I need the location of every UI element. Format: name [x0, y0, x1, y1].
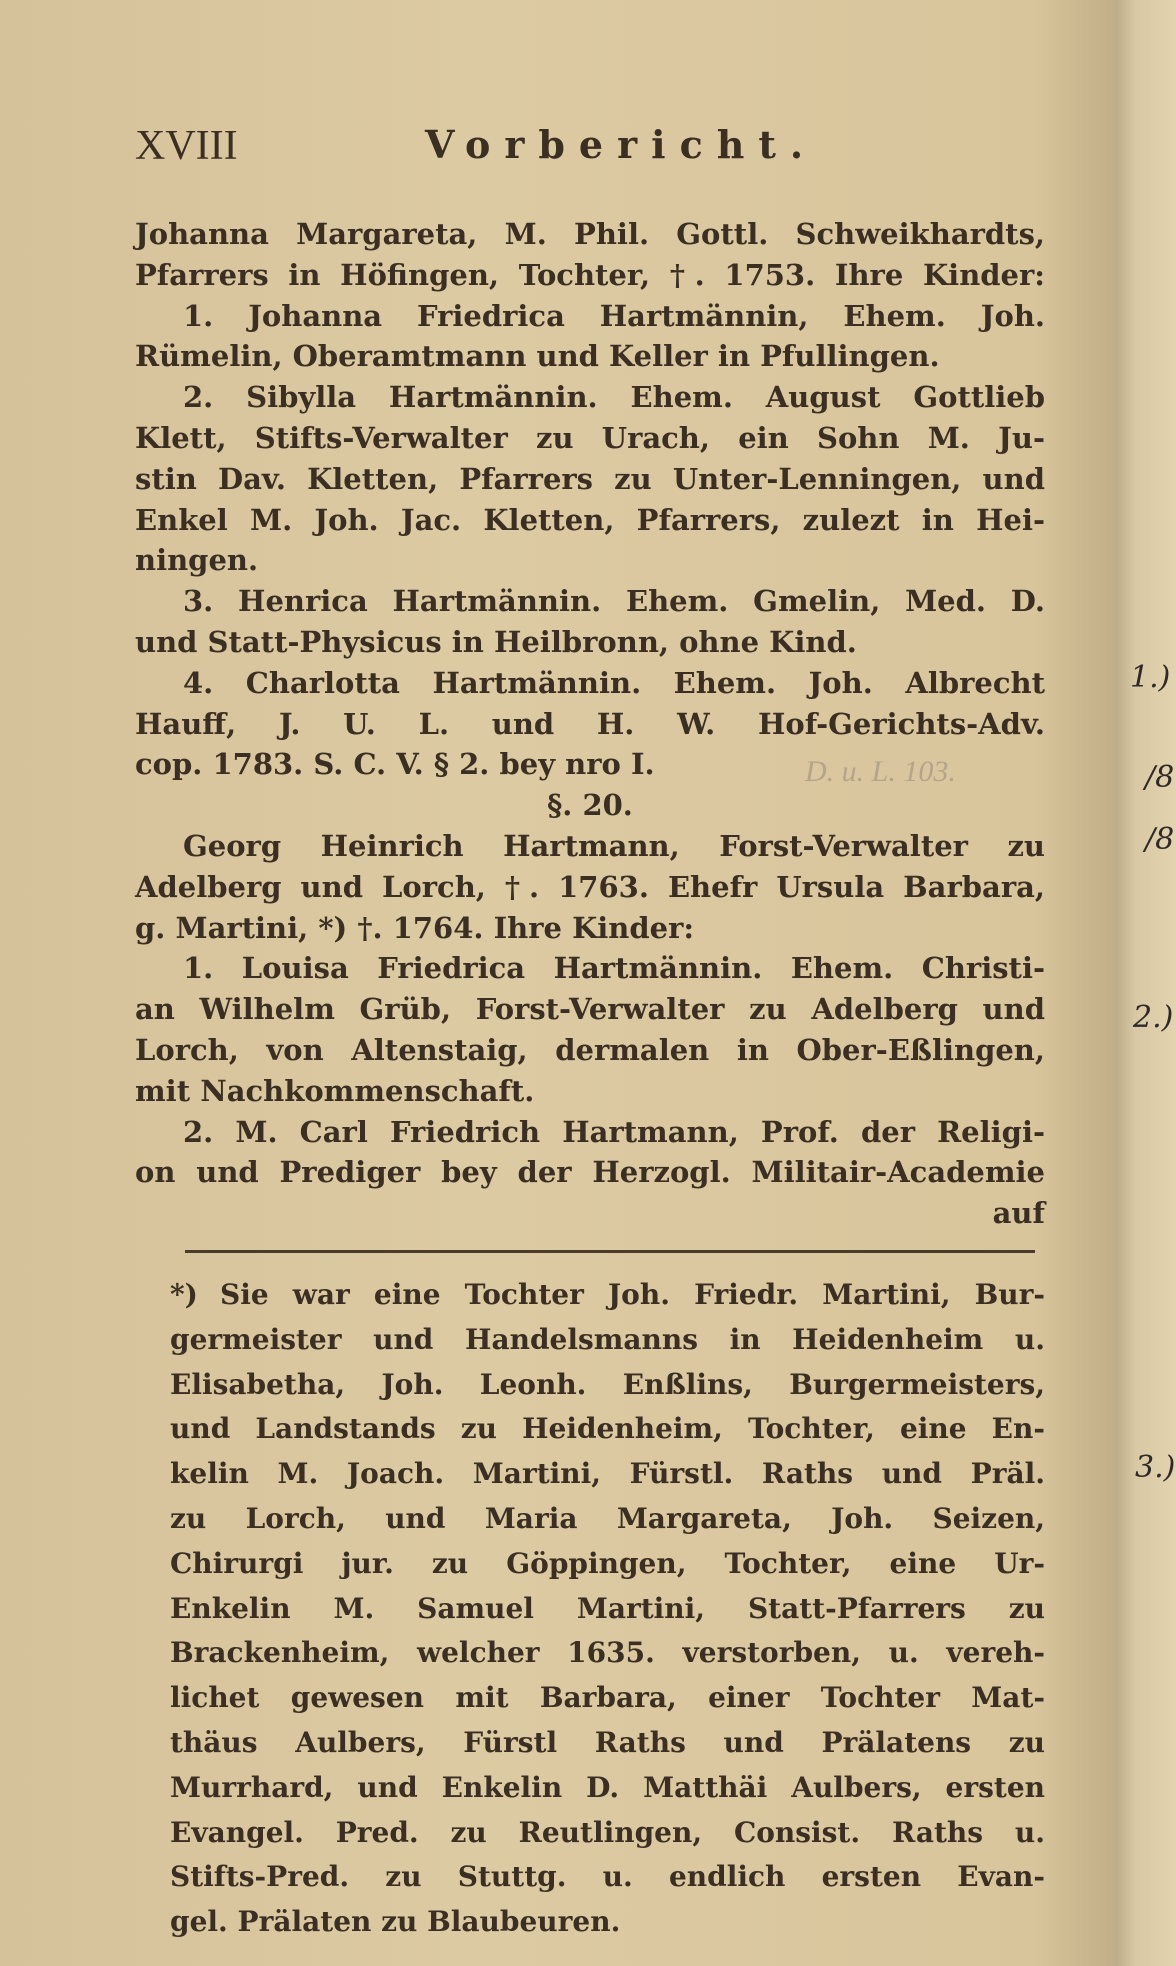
text-line: Pfarrers in Höfingen, Tochter, †. 1753. Ihre Kinder:	[135, 257, 1045, 292]
page-number: XVIII	[135, 123, 238, 169]
footnote	[170, 1273, 1045, 1945]
text-line: cop. 1783. S. C. V. § 2. bey nro I.	[135, 747, 655, 782]
text-line: an Wilhelm Grüb, Forst-Verwalter zu Adelberg und	[135, 992, 1045, 1027]
text-line: 2. Sibylla Hartmännin. Ehem. August Gottlieb	[183, 380, 1045, 415]
footnote-line: Stifts-Pred. zu Stuttg. u. endlich ersten Evan-	[170, 1860, 1045, 1894]
text-line: mit Nachkommenschaft.	[135, 1073, 535, 1108]
text-line: Klett, Stifts-Verwalter zu Urach, ein Sohn M. Ju-	[135, 420, 1045, 455]
footnote-line: kelin M. Joach. Martini, Fürstl. Raths und Präl.	[170, 1457, 1045, 1491]
text-line: on und Prediger bey der Herzogl. Militair-Academie	[135, 1155, 1045, 1190]
text-line: g. Martini, *) †. 1764. Ihre Kinder:	[135, 910, 695, 945]
footnote-line: Brackenheim, welcher 1635. verstorben, u. vereh-	[170, 1636, 1045, 1670]
text-line: Rümelin, Oberamtmann und Keller in Pfullingen.	[135, 339, 940, 374]
text-line: 3. Henrica Hartmännin. Ehem. Gmelin, Med. D.	[183, 584, 1045, 619]
text-line: und Statt-Physicus in Heilbronn, ohne Kind.	[135, 624, 857, 659]
footnote-line: Sie war eine Tochter Joh. Friedr. Martini, Bur-	[220, 1278, 1045, 1311]
footnote-line: und Landstands zu Heidenheim, Tochter, eine En-	[170, 1412, 1045, 1446]
text-line: stin Dav. Kletten, Pfarrers zu Unter-Lenningen, und	[135, 461, 1045, 496]
footnote-line: thäus Aulbers, Fürstl Raths und Prälatens zu	[170, 1725, 1045, 1759]
footnote-line: Enkelin M. Samuel Martini, Statt-Pfarrers zu	[170, 1591, 1045, 1625]
text-line: Lorch, von Altenstaig, dermalen in Ober-Eßlingen,	[135, 1032, 1045, 1067]
margin-note: /8	[1145, 822, 1175, 857]
footnote-line: Chirurgi jur. zu Göppingen, Tochter, eine Ur-	[170, 1546, 1045, 1580]
margin-note: /8	[1145, 760, 1175, 795]
running-title: Vorbericht.	[425, 122, 818, 167]
text-line: Georg Heinrich Hartmann, Forst-Verwalter zu	[183, 828, 1045, 863]
pencil-annotation: D. u. L. 103.	[805, 755, 956, 788]
main-text	[135, 214, 1045, 1234]
text-line: Adelberg und Lorch, †. 1763. Ehefr Ursula Barbara,	[135, 869, 1045, 904]
footnote-divider	[185, 1250, 1035, 1253]
text-line: 1. Johanna Friedrica Hartmännin, Ehem. Joh.	[183, 298, 1045, 333]
footnote-line: Elisabetha, Joh. Leonh. Enßlins, Burgermeisters,	[170, 1367, 1045, 1401]
text-line: 1. Louisa Friedrica Hartmännin. Ehem. Christi-	[183, 951, 1045, 986]
text-line: 4. Charlotta Hartmännin. Ehem. Joh. Albrecht	[183, 665, 1045, 700]
footnote-line: Evangel. Pred. zu Reutlingen, Consist. Raths u.	[170, 1815, 1045, 1849]
footnote-line: zu Lorch, und Maria Margareta, Joh. Seizen,	[170, 1501, 1045, 1535]
margin-note: 1.)	[1130, 660, 1171, 695]
footnote-line: Murrhard, und Enkelin D. Matthäi Aulbers, ersten	[170, 1770, 1045, 1804]
footnote-line: germeister und Handelsmanns in Heidenheim u.	[170, 1322, 1045, 1356]
margin-note: 3.)	[1135, 1450, 1176, 1485]
catchword: auf	[992, 1196, 1045, 1231]
text-line: Hauff, J. U. L. und H. W. Hof-Gerichts-Adv.	[135, 706, 1045, 741]
footnote-marker: *)	[170, 1278, 198, 1311]
text-line: 2. M. Carl Friedrich Hartmann, Prof. der Religi-	[183, 1114, 1045, 1149]
footnote-line: gel. Prälaten zu Blaubeuren.	[170, 1905, 621, 1939]
margin-note: 2.)	[1133, 1000, 1174, 1035]
footnote-line: lichet gewesen mit Barbara, einer Tochter Mat-	[170, 1681, 1045, 1715]
text-line: ningen.	[135, 543, 259, 578]
text-line: Johanna Margareta, M. Phil. Gottl. Schweikhardts,	[135, 217, 1045, 251]
section-heading: §. 20.	[547, 788, 633, 823]
text-line: Enkel M. Joh. Jac. Kletten, Pfarrers, zulezt in Hei-	[135, 502, 1045, 537]
